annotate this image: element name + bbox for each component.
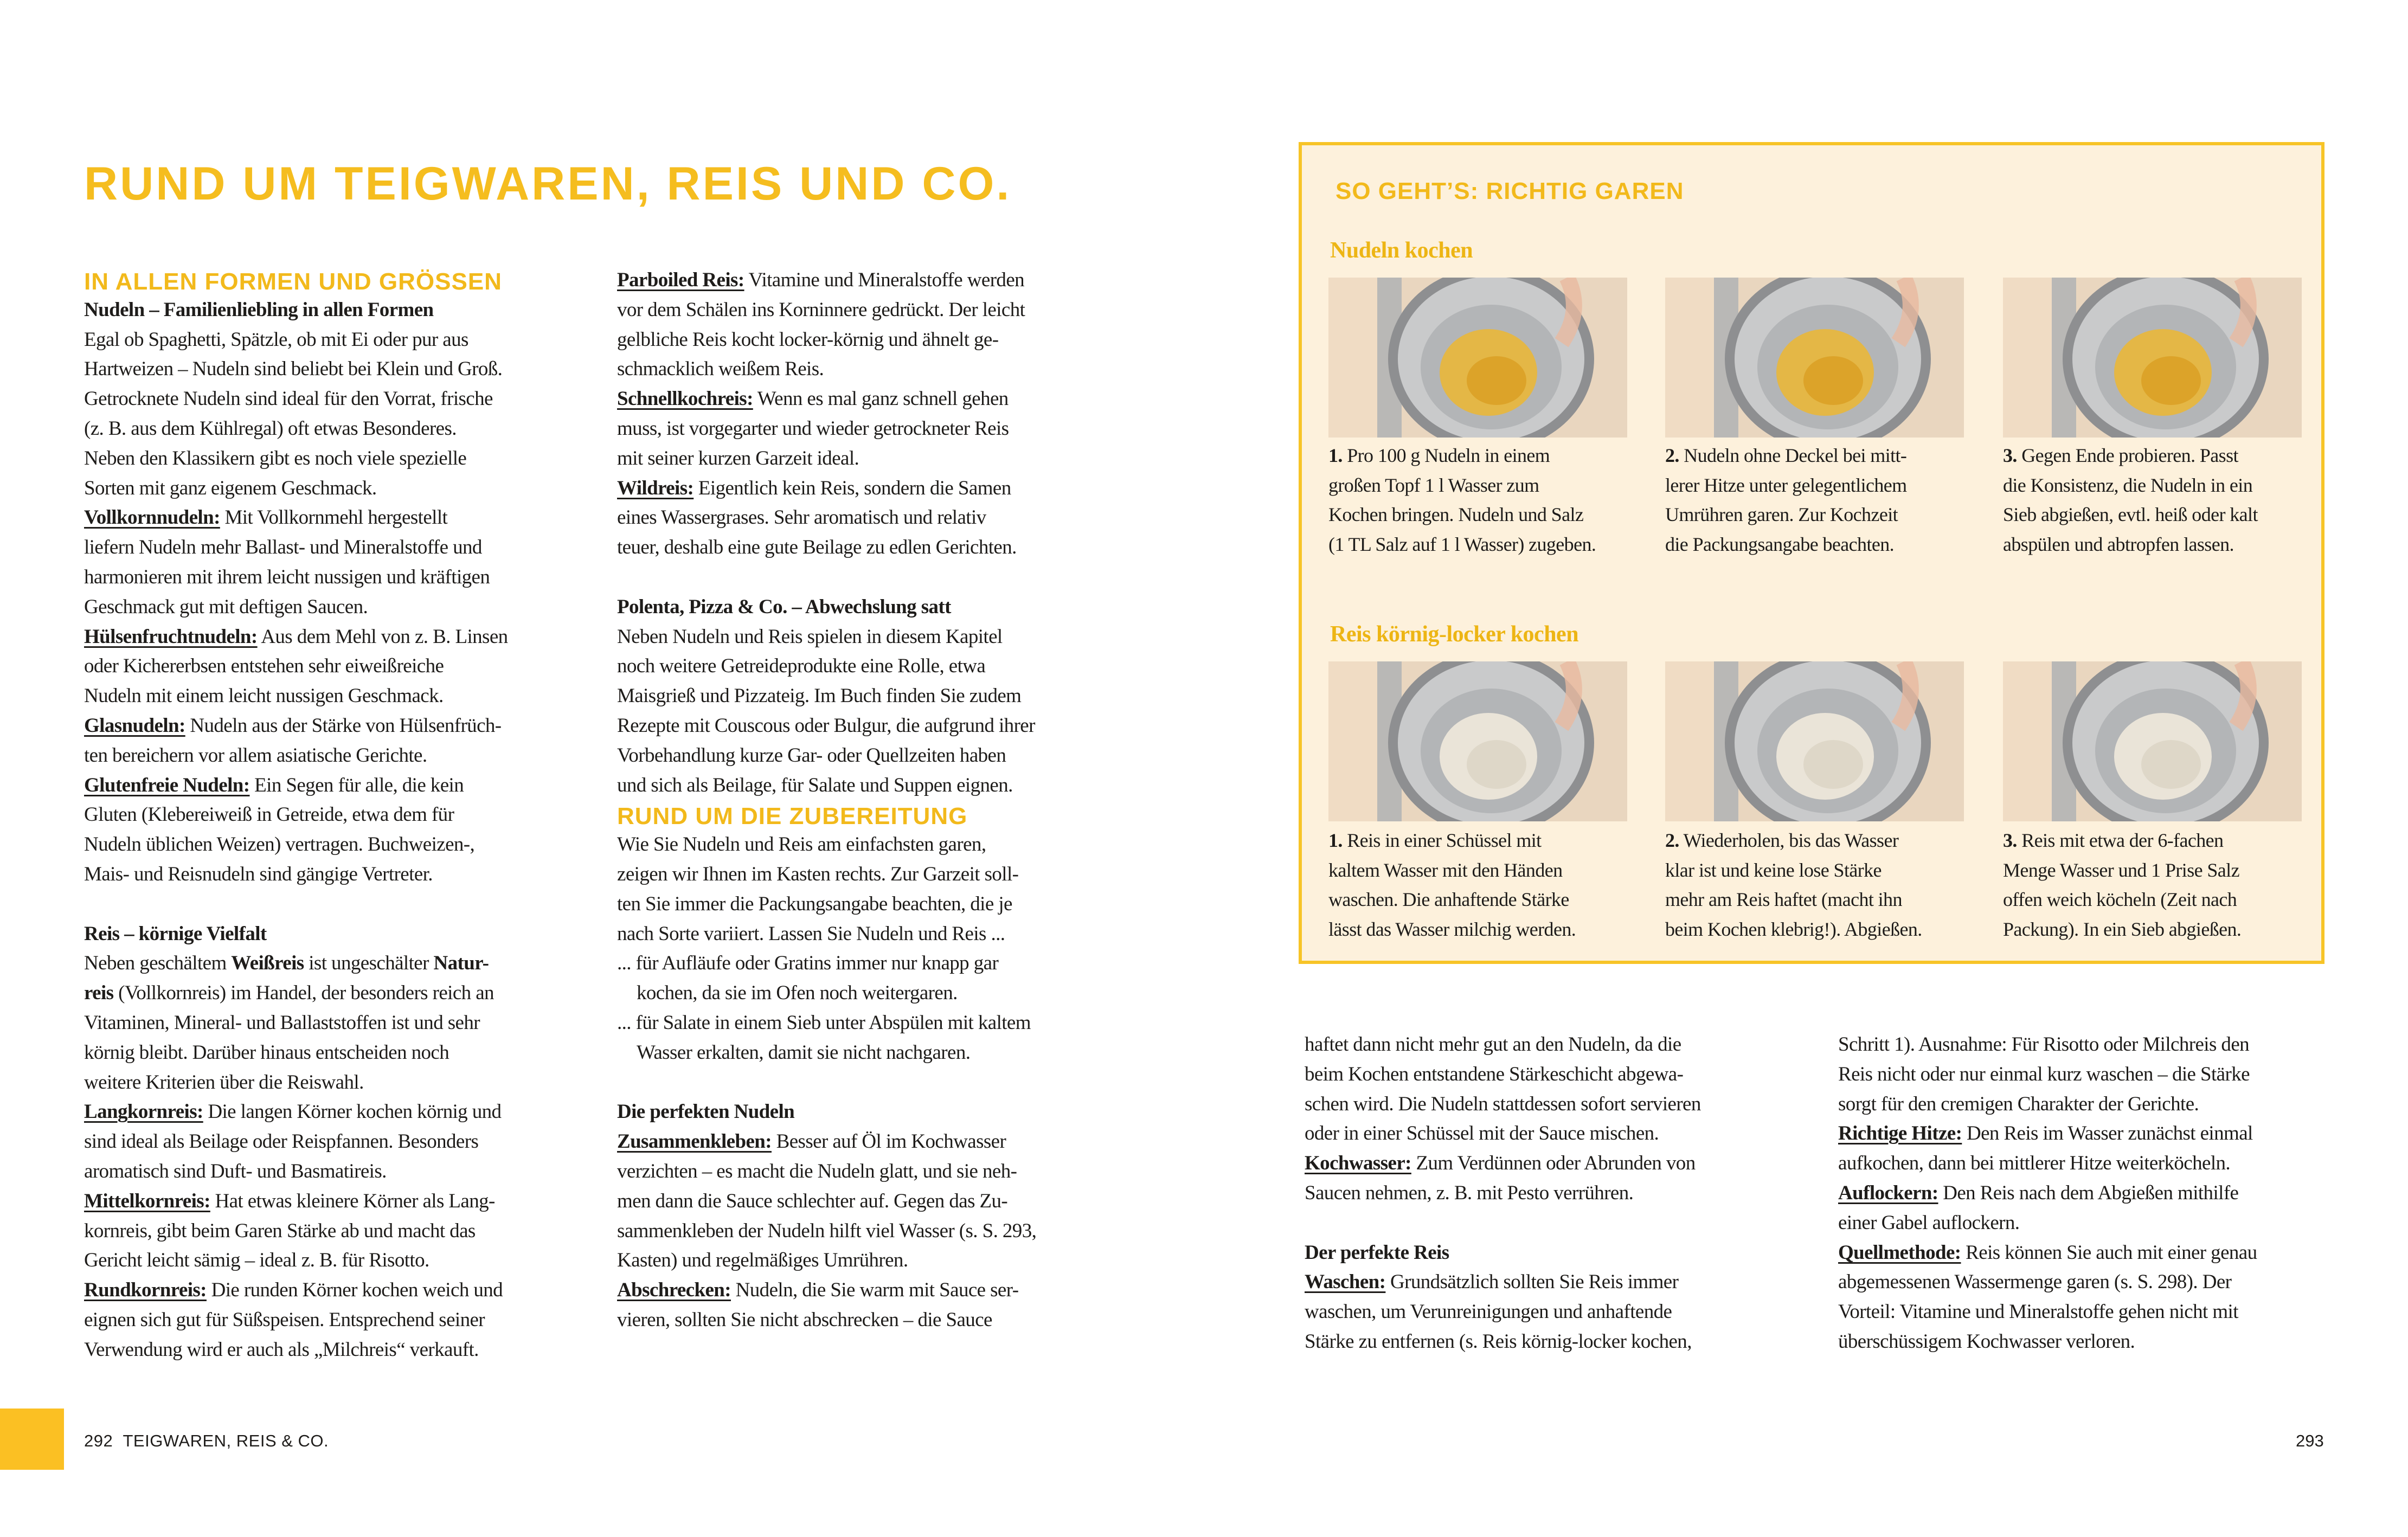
term-line: Langkornreis: Die langen Körner kochen körnig und xyxy=(84,1101,502,1123)
spacer xyxy=(617,1068,1121,1098)
text-line: ... für Aufläufe oder Gratins immer nur knapp gar xyxy=(617,952,999,975)
text-line: Egal ob Spaghetti, Spätzle, ob mit Ei oder pur aus xyxy=(84,328,468,351)
text-line: Schritt 1). Ausnahme: Für Risotto oder Milchreis den xyxy=(1838,1033,2250,1056)
term-line: Glasnudeln: Nudeln aus der Stärke von Hülsenfrüch- xyxy=(84,714,502,737)
page-title: RUND UM TEIGWAREN, REIS UND CO. xyxy=(84,158,1012,210)
text-line: ten bereichern vor allem asiatische Gerichte. xyxy=(84,744,427,767)
caption-line: die Packungsangabe beachten. xyxy=(1665,533,1895,555)
text-line: Nudeln üblichen Weizen) vertragen. Buchweizen-, xyxy=(84,833,475,856)
text-line: abgemessenen Wassermenge garen (s. S. 298). Der xyxy=(1838,1271,2232,1294)
text-line: eines Wassergrases. Sehr aromatisch und relativ xyxy=(617,506,986,529)
text-line: Verwendung wird er auch als „Milchreis“ verkauft. xyxy=(84,1338,479,1361)
text-line: oder Kichererbsen entstehen sehr eiweißreiche xyxy=(84,655,444,678)
text-line: (z. B. aus dem Kühlregal) oft etwas Besonderes. xyxy=(84,417,457,440)
spacer xyxy=(1305,1208,1809,1238)
text-line: gelbliche Reis kocht locker-körnig und ähnelt ge- xyxy=(617,328,999,351)
caption-line: Umrühren garen. Zur Kochzeit xyxy=(1665,504,1898,525)
term-line: Rundkornreis: Die runden Körner kochen weich und xyxy=(84,1279,503,1302)
caption-line: 2. Wiederholen, bis das Wasser xyxy=(1665,829,1899,851)
text-line: kochen, da sie im Ofen noch weitergaren. xyxy=(637,982,958,1005)
term-label: Abschrecken: xyxy=(617,1279,731,1302)
text-line: ten Sie immer die Packungsangabe beachten, die je xyxy=(617,892,1012,915)
rice-in-sieve-photo xyxy=(1665,661,1964,821)
term-label: Mittelkornreis: xyxy=(84,1189,210,1212)
term-label: Waschen: xyxy=(1305,1271,1386,1294)
text-line: ... für Salate in einem Sieb unter Abspülen mit kaltem xyxy=(617,1011,1031,1034)
subheading: Reis – körnige Vielfalt xyxy=(84,922,267,945)
term-line: Kochwasser: Zum Verdünnen oder Abrunden von xyxy=(1305,1152,1696,1175)
text-line: haftet dann nicht mehr gut an den Nudeln, da die xyxy=(1305,1033,1681,1056)
term-label: Schnellkochreis: xyxy=(617,388,753,410)
text-line: sammenkleben der Nudeln hilft viel Wasser (s. S. 293, xyxy=(617,1219,1037,1242)
text-line: Sorten mit ganz eigenem Geschmack. xyxy=(84,477,377,499)
text-line: Neben Nudeln und Reis spielen in diesem Kapitel xyxy=(617,625,1003,648)
term-label: Hülsenfruchtnudeln: xyxy=(84,625,258,648)
term-line: Richtige Hitze: Den Reis im Wasser zunächst einmal xyxy=(1838,1122,2253,1145)
term-label: Quellmethode: xyxy=(1838,1241,1961,1264)
page-number-left: 292 xyxy=(84,1431,113,1450)
page-number-right: 293 xyxy=(2296,1431,2324,1450)
text-column-4 xyxy=(1838,1030,2342,1357)
term-label: Glutenfreie Nudeln: xyxy=(84,774,250,796)
text-line: men dann die Sauce schlechter auf. Gegen das Zu- xyxy=(617,1189,1008,1212)
step-caption xyxy=(1665,441,1969,559)
step-number: 3. xyxy=(2003,829,2017,851)
text-line: aromatisch sind Duft- und Basmatireis. xyxy=(84,1160,387,1182)
chapter-name: TEIGWAREN, REIS & CO. xyxy=(123,1431,329,1450)
term-line: Quellmethode: Reis können Sie auch mit einer genau xyxy=(1838,1241,2257,1264)
text-line: harmonieren mit ihrem leicht nussigen und kräftigen xyxy=(84,565,490,588)
text-line: Stärke zu entfernen (s. Reis körnig-locker kochen, xyxy=(1305,1330,1692,1353)
caption-line: 1. Pro 100 g Nudeln in einem xyxy=(1328,445,1550,466)
pasta-pouring-into-pot-photo xyxy=(1328,278,1627,438)
text-line: reis (Vollkornreis) im Handel, der besonders reich an xyxy=(84,982,494,1005)
text-line: vieren, sollten Sie nicht abschrecken – die Sauce xyxy=(617,1308,992,1331)
subheading: Nudeln – Familienliebling in allen Formen xyxy=(84,298,434,321)
step-caption xyxy=(2003,441,2307,559)
term-line: Schnellkochreis: Wenn es mal ganz schnell gehen xyxy=(617,388,1009,410)
term-label: Langkornreis: xyxy=(84,1101,203,1123)
caption-line: lässt das Wasser milchig werden. xyxy=(1328,918,1576,940)
how-to-box xyxy=(1299,142,2324,964)
step-number: 2. xyxy=(1665,445,1679,466)
spacer xyxy=(617,563,1121,593)
term-label: Wildreis: xyxy=(617,477,694,499)
text-line: Neben geschältem Weißreis ist ungeschälter Natur- xyxy=(84,952,489,975)
text-line: zeigen wir Ihnen im Kasten rechts. Zur Garzeit soll- xyxy=(617,863,1019,885)
term-line: Hülsenfruchtnudeln: Aus dem Mehl von z. B. Linsen xyxy=(84,625,508,648)
text-column-3 xyxy=(1305,1030,1809,1357)
step-number: 2. xyxy=(1665,829,1679,851)
text-line: und sich als Beilage, für Salate und Suppen eignen. xyxy=(617,774,1013,796)
text-line: aufkochen, dann bei mittlerer Hitze weiterköcheln. xyxy=(1838,1152,2231,1175)
text-line: weitere Kriterien über die Reiswahl. xyxy=(84,1071,364,1094)
text-line: vor dem Schälen ins Korninnere gedrückt. Der leicht xyxy=(617,298,1025,321)
text-line: Getrocknete Nudeln sind ideal für den Vorrat, frische xyxy=(84,388,493,410)
term-line: Auflockern: Den Reis nach dem Abgießen mithilfe xyxy=(1838,1181,2239,1204)
caption-line: großen Topf 1 l Wasser zum xyxy=(1328,474,1539,496)
rice-washing-bowl-photo xyxy=(1328,661,1627,821)
term-line: Waschen: Grundsätzlich sollten Sie Reis immer xyxy=(1305,1271,1679,1294)
step-number: 1. xyxy=(1328,829,1343,851)
caption-line: kaltem Wasser mit den Händen xyxy=(1328,859,1563,881)
caption-line: 3. Reis mit etwa der 6-fachen xyxy=(2003,829,2224,851)
rice-boiling-pot-photo xyxy=(2003,661,2302,821)
text-line: Wie Sie Nudeln und Reis am einfachsten garen, xyxy=(617,833,986,856)
caption-line: (1 TL Salz auf 1 l Wasser) zugeben. xyxy=(1328,533,1596,555)
text-line: schen wird. Die Nudeln stattdessen sofort servieren xyxy=(1305,1092,1701,1115)
term-line: Vollkornnudeln: Mit Vollkornmehl hergestellt xyxy=(84,506,448,529)
text-line: Gluten (Klebereiweiß in Getreide, etwa dem für xyxy=(84,803,454,826)
text-line: Reis nicht oder nur einmal kurz waschen – die Stärke xyxy=(1838,1063,2250,1085)
text-line: einer Gabel auflockern. xyxy=(1838,1211,2020,1234)
text-line: nach Sorte variiert. Lassen Sie Nudeln und Reis ... xyxy=(617,922,1005,945)
caption-line: beim Kochen klebrig!). Abgießen. xyxy=(1665,918,1922,940)
subheading: Die perfekten Nudeln xyxy=(617,1101,795,1123)
term-line: Mittelkornreis: Hat etwas kleinere Körner als Lang- xyxy=(84,1189,495,1212)
text-line: Geschmack gut mit deftigen Saucen. xyxy=(84,595,368,618)
text-line: schmacklich weißem Reis. xyxy=(617,358,824,381)
term-label: Parboiled Reis: xyxy=(617,269,744,291)
step-number: 1. xyxy=(1328,445,1343,466)
caption-line: Menge Wasser und 1 Prise Salz xyxy=(2003,859,2239,881)
term-label: Vollkornnudeln: xyxy=(84,506,220,529)
text-line: Hartweizen – Nudeln sind beliebt bei Klein und Groß. xyxy=(84,358,503,381)
section-heading-rice: Reis körnig-locker kochen xyxy=(1330,622,1579,647)
caption-line: 2. Nudeln ohne Deckel bei mitt- xyxy=(1665,445,1907,466)
footer-color-tab xyxy=(0,1409,64,1470)
caption-line: die Konsistenz, die Nudeln in ein xyxy=(2003,474,2253,496)
text-line: liefern Nudeln mehr Ballast- und Mineralstoffe und xyxy=(84,536,482,559)
text-column-1 xyxy=(84,266,588,1365)
text-line: Kasten) und regelmäßiges Umrühren. xyxy=(617,1249,908,1272)
section-heading: RUND UM DIE ZUBEREITUNG xyxy=(617,803,968,830)
text-line: Rezepte mit Couscous oder Bulgur, die aufgrund ihrer xyxy=(617,714,1035,737)
term-line: Abschrecken: Nudeln, die Sie warm mit Sauce ser- xyxy=(617,1279,1019,1302)
caption-line: waschen. Die anhaftende Stärke xyxy=(1328,889,1569,910)
text-line: teuer, deshalb eine gute Beilage zu edlen Gerichten. xyxy=(617,536,1017,559)
text-line: Maisgrieß und Pizzateig. Im Buch finden Sie zudem xyxy=(617,685,1022,708)
term-line: Glutenfreie Nudeln: Ein Segen für alle, die kein xyxy=(84,774,464,796)
caption-line: offen weich köcheln (Zeit nach xyxy=(2003,889,2237,910)
section-heading: IN ALLEN FORMEN UND GRÖSSEN xyxy=(84,268,502,295)
text-line: sorgt für den cremigen Charakter der Gerichte. xyxy=(1838,1092,2199,1115)
text-line: Nudeln mit einem leicht nussigen Geschmack. xyxy=(84,685,444,708)
text-line: mit seiner kurzen Garzeit ideal. xyxy=(617,447,859,470)
term-label: Rundkornreis: xyxy=(84,1279,207,1302)
caption-line: Packung). In ein Sieb abgießen. xyxy=(2003,918,2242,940)
spacer xyxy=(84,890,588,919)
text-line: körnig bleibt. Darüber hinaus entscheiden noch xyxy=(84,1041,450,1064)
text-line: Wasser erkalten, damit sie nicht nachgaren. xyxy=(637,1041,971,1064)
step-caption xyxy=(1328,441,1632,559)
term-label: Richtige Hitze: xyxy=(1838,1122,1962,1145)
term-line: Zusammenkleben: Besser auf Öl im Kochwasser xyxy=(617,1130,1006,1153)
text-line: Neben den Klassikern gibt es noch viele spezielle xyxy=(84,447,467,470)
text-line: waschen, um Verunreinigungen und anhaftende xyxy=(1305,1301,1672,1323)
term-label: Auflockern: xyxy=(1838,1181,1938,1204)
caption-line: 3. Gegen Ende probieren. Passt xyxy=(2003,445,2238,466)
text-line: muss, ist vorgegarter und wieder getrockneter Reis xyxy=(617,417,1009,440)
text-line: eignen sich gut für Süßspeisen. Entsprechend seiner xyxy=(84,1308,485,1331)
caption-line: klar ist und keine lose Stärke xyxy=(1665,859,1882,881)
footer-left xyxy=(84,1431,329,1451)
term-line: Wildreis: Eigentlich kein Reis, sondern die Samen xyxy=(617,477,1011,499)
caption-line: mehr am Reis haftet (macht ihn xyxy=(1665,889,1902,910)
text-line: beim Kochen entstandene Stärkeschicht abgewa- xyxy=(1305,1063,1684,1085)
text-line: Saucen nehmen, z. B. mit Pesto verrühren. xyxy=(1305,1181,1634,1204)
text-line: Vorteil: Vitamine und Mineralstoffe gehen nicht mit xyxy=(1838,1301,2238,1323)
term-label: Kochwasser: xyxy=(1305,1152,1411,1175)
subheading: Polenta, Pizza & Co. – Abwechslung satt xyxy=(617,595,951,618)
caption-line: Sieb abgießen, evtl. heiß oder kalt xyxy=(2003,504,2258,525)
section-heading-pasta: Nudeln kochen xyxy=(1330,238,1473,263)
term-line: Parboiled Reis: Vitamine und Mineralstoffe werden xyxy=(617,269,1025,291)
step-number: 3. xyxy=(2003,445,2017,466)
caption-line: lerer Hitze unter gelegentlichem xyxy=(1665,474,1907,496)
text-column-2 xyxy=(617,266,1121,1335)
step-caption xyxy=(1328,826,1632,944)
text-line: Vorbehandlung kurze Gar- oder Quellzeiten haben xyxy=(617,744,1006,767)
subheading: Der perfekte Reis xyxy=(1305,1241,1449,1264)
text-line: überschüssigem Kochwasser verloren. xyxy=(1838,1330,2135,1353)
text-line: sind ideal als Beilage oder Reispfannen. Besonders xyxy=(84,1130,479,1153)
step-caption xyxy=(1665,826,1969,944)
term-label: Glasnudeln: xyxy=(84,714,185,737)
caption-line: Kochen bringen. Nudeln und Salz xyxy=(1328,504,1584,525)
text-line: kornreis, gibt beim Garen Stärke ab und macht das xyxy=(84,1219,476,1242)
term-label: Zusammenkleben: xyxy=(617,1130,772,1153)
text-line: Mais- und Reisnudeln sind gängige Vertreter. xyxy=(84,863,433,885)
text-line: Gericht leicht sämig – ideal z. B. für Risotto. xyxy=(84,1249,429,1272)
caption-line: 1. Reis in einer Schüssel mit xyxy=(1328,829,1542,851)
text-line: Vitaminen, Mineral- und Ballaststoffen ist und sehr xyxy=(84,1011,480,1034)
text-line: oder in einer Schüssel mit der Sauce mischen. xyxy=(1305,1122,1659,1145)
step-caption xyxy=(2003,826,2307,944)
pasta-stirring-wooden-spoon-photo xyxy=(1665,278,1964,438)
text-line: verzichten – es macht die Nudeln glatt, und sie neh- xyxy=(617,1160,1017,1182)
text-line: noch weitere Getreideprodukte eine Rolle, etwa xyxy=(617,655,986,678)
caption-line: abspülen und abtropfen lassen. xyxy=(2003,533,2234,555)
pasta-draining-colander-photo xyxy=(2003,278,2302,438)
box-title: SO GEHT’S: RICHTIG GAREN xyxy=(1335,178,1684,204)
